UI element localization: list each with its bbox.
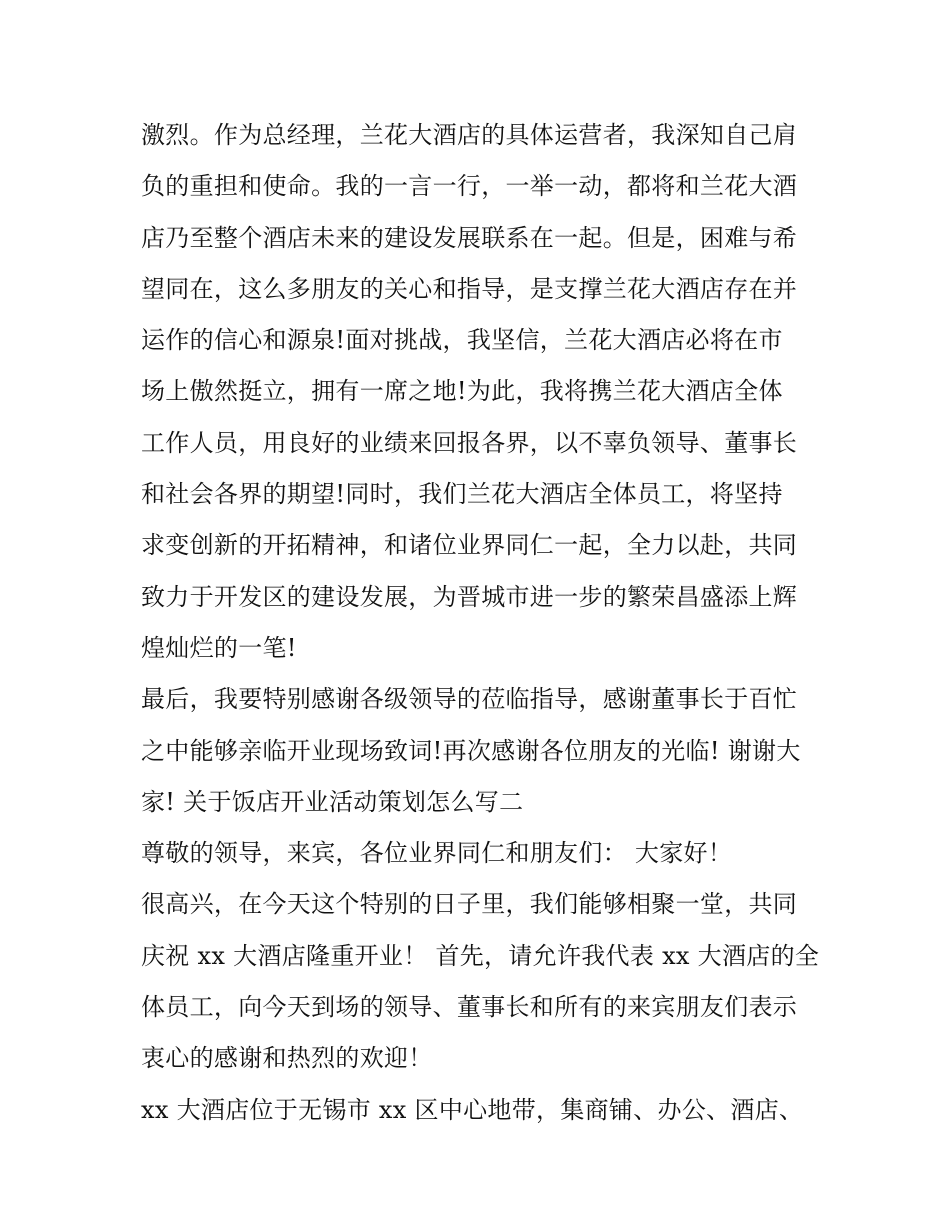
text-line: 很高兴，在今天这个特别的日子里，我们能够相聚一堂，共同 (141, 890, 798, 919)
text-line: 负的重担和使命。我的一言一行，一举一动，都将和兰花大酒 (141, 172, 798, 201)
text-line: 衷心的感谢和热烈的欢迎！ (141, 1044, 433, 1073)
text-line: 致力于开发区的建设发展，为晋城市进一步的繁荣昌盛添上辉 (141, 582, 798, 611)
text-line: 场上傲然挺立，拥有一席之地!为此，我将携兰花大酒店全体 (141, 377, 783, 406)
text-line: 尊敬的领导，来宾，各位业界同仁和朋友们： 大家好！ (141, 839, 733, 868)
text-line: 店乃至整个酒店未来的建设发展联系在一起。但是，困难与希 (141, 223, 798, 252)
text-line: 工作人员，用良好的业绩来回报各界，以不辜负领导、董事长 (141, 428, 798, 457)
text-line: 体员工，向今天到场的领导、董事长和所有的来宾朋友们表示 (141, 993, 798, 1022)
text-line: 激烈。作为总经理，兰花大酒店的具体运营者，我深知自己肩 (141, 121, 798, 149)
text-line: 和社会各界的期望!同时，我们兰花大酒店全体员工，将坚持 (141, 480, 783, 509)
text-line: 煌灿烂的一笔! (141, 633, 297, 662)
text-line: 庆祝 xx 大酒店隆重开业！ 首先，请允许我代表 xx 大酒店的全 (141, 941, 820, 970)
text-line: 运作的信心和源泉!面对挑战，我坚信，兰花大酒店必将在市 (141, 326, 783, 355)
text-line: 求变创新的开拓精神，和诸位业界同仁一起，全力以赴，共同 (141, 531, 798, 560)
text-line: xx 大酒店位于无锡市 xx 区中心地带，集商铺、办公、酒店、 (141, 1095, 804, 1124)
text-line: 最后，我要特别感谢各级领导的莅临指导，感谢董事长于百忙 (141, 685, 798, 714)
text-line: 望同在，这么多朋友的关心和指导，是支撑兰花大酒店存在并 (141, 274, 798, 303)
document-body-text (141, 110, 821, 1136)
text-line: 家! 关于饭店开业活动策划怎么写二 (141, 787, 524, 816)
text-line: 之中能够亲临开业现场致词!再次感谢各位朋友的光临! 谢谢大 (141, 736, 801, 765)
